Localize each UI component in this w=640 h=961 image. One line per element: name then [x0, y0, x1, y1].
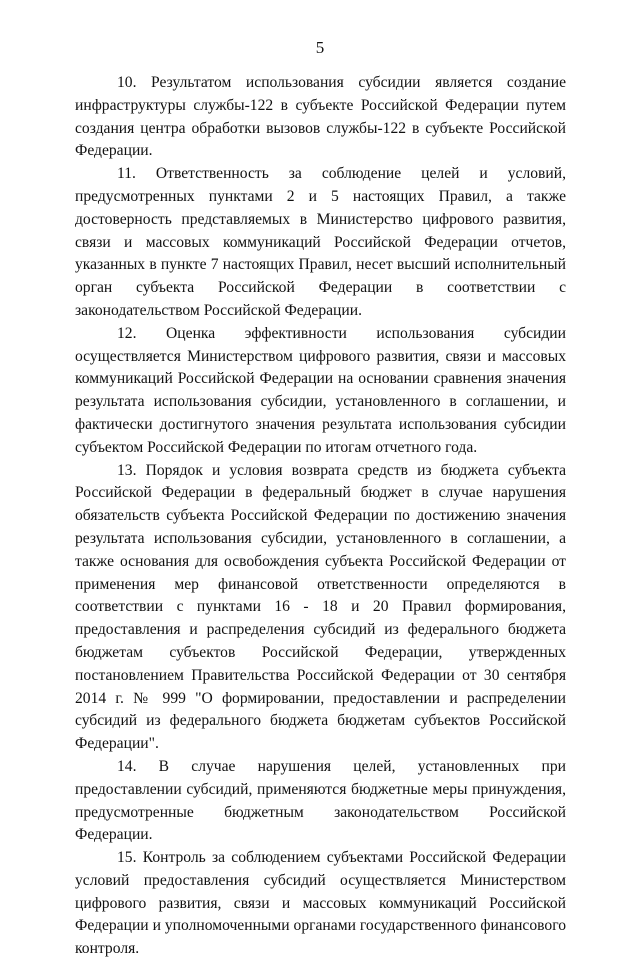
document-body: [75, 72, 566, 961]
paragraph-14: 14. В случае нарушения целей, установленных при предоставлении субсидий, применяются бюджетные меры принуждения, предусмотренные бюджетным законодательством Российской Федерации.: [75, 757, 566, 844]
paragraph-15: 15. Контроль за соблюдением субъектами Российской Федерации условий предоставления субсидий осуществляется Министерством цифрового развития, связи и массовых коммуникаций Российской Федерации и уполномоченными органами государственного финансового контроля.: [75, 849, 566, 958]
paragraph-11: 11. Ответственность за соблюдение целей и условий, предусмотренных пунктами 2 и 5 настоящих Правил, а также достоверность представляемых в Министерство цифрового развития, связи и массовых коммуникаций Российской Федерации отчетов, указанных в пункте 7 настоящих Правил, несет высший исполнительный орган субъекта Российской Федерации в соответствии с законодательством Российской Федерации.: [75, 165, 566, 319]
paragraph-12: 12. Оценка эффективности использования субсидии осуществляется Министерством цифрового развития, связи и массовых коммуникаций Российской Федерации на основании сравнения значения результата использования субсидии, установленного в соглашении, и фактически достигнутого значения результата использования субсидии субъектом Российской Федерации по итогам отчетного года.: [75, 324, 566, 456]
paragraph-10: 10. Результатом использования субсидии является создание инфраструктуры службы-122 в субъекте Российской Федерации путем создания центра обработки вызовов службы-122 в субъекте Российской Федерации.: [75, 74, 566, 160]
paragraph-13: 13. Порядок и условия возврата средств из бюджета субъекта Российской Федерации в федеральный бюджет в случае нарушения обязательств субъекта Российской Федерации по достижению значения результата использования субсидии, установленного в соглашении, а также основания для освобождения субъекта Российской Федерации от применения мер финансовой ответственности определяются в соответствии с пунктами 16 - 18 и 20 Правил формирования, предоставления и распределения субсидий из федерального бюджета бюджетам субъектов Российской Федерации, утвержденных постановлением Правительства Российской Федерации от 30 сентября 2014 г. № 999 "О формировании, предоставлении и распределении субсидий из федерального бюджета бюджетам субъектов Российской Федерации".: [75, 461, 566, 753]
page-number: 5: [315, 38, 325, 57]
